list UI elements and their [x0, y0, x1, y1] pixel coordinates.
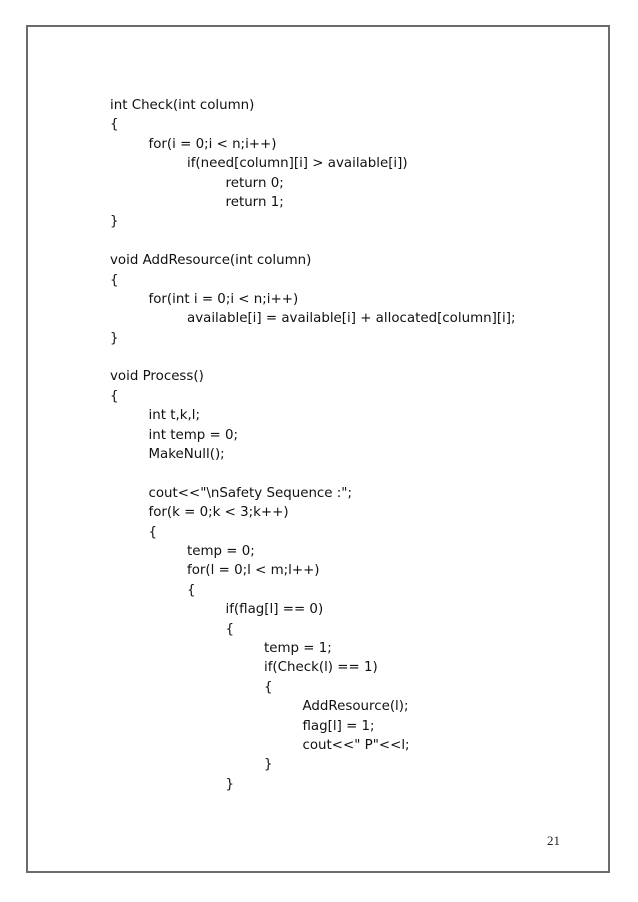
code-line: temp = 0; — [187, 543, 255, 559]
code-line: } — [110, 330, 119, 346]
code-block — [110, 96, 590, 794]
code-line: void AddResource(int column) — [110, 253, 312, 269]
code-line: } — [225, 776, 235, 792]
code-line: return 0; — [225, 175, 284, 191]
code-line: for(l = 0;l < m;l++) — [187, 563, 320, 579]
code-line: { — [264, 679, 273, 695]
code-line: { — [225, 621, 235, 637]
code-line: cout<<"\nSafety Sequence :"; — [148, 485, 352, 501]
code-line: { — [110, 272, 119, 288]
page-number: 21 — [547, 833, 560, 848]
code-line: { — [110, 117, 119, 133]
code-line — [110, 232, 590, 251]
code-line: if(need[column][i] > available[i]) — [187, 156, 408, 172]
code-line: if(Check(l) == 1) — [264, 660, 378, 676]
code-line: void Process() — [110, 369, 204, 385]
code-line: } — [264, 757, 273, 773]
code-line: int Check(int column) — [110, 98, 255, 113]
code-line: available[i] = available[i] + allocated[column][i]; — [187, 311, 516, 327]
code-line — [110, 348, 590, 367]
code-line: for(k = 0;k < 3;k++) — [148, 505, 289, 521]
code-line — [110, 464, 590, 483]
code-line: } — [110, 214, 119, 230]
code-line: return 1; — [225, 194, 284, 210]
code-line: AddResource(l); — [302, 699, 409, 715]
code-line: int t,k,l; — [148, 408, 200, 424]
code-line: int temp = 0; — [148, 427, 239, 443]
code-line: { — [187, 582, 196, 598]
code-line: MakeNull(); — [148, 447, 225, 463]
code-line: temp = 1; — [264, 640, 332, 656]
code-line: for(i = 0;i < n;i++) — [148, 136, 277, 152]
code-line: if(flag[l] == 0) — [225, 602, 324, 618]
code-line: { — [148, 524, 158, 540]
code-line: flag[l] = 1; — [302, 718, 375, 734]
code-line: cout<<" P"<<l; — [302, 737, 410, 753]
code-line: for(int i = 0;i < n;i++) — [148, 291, 299, 307]
code-line: { — [110, 388, 119, 404]
